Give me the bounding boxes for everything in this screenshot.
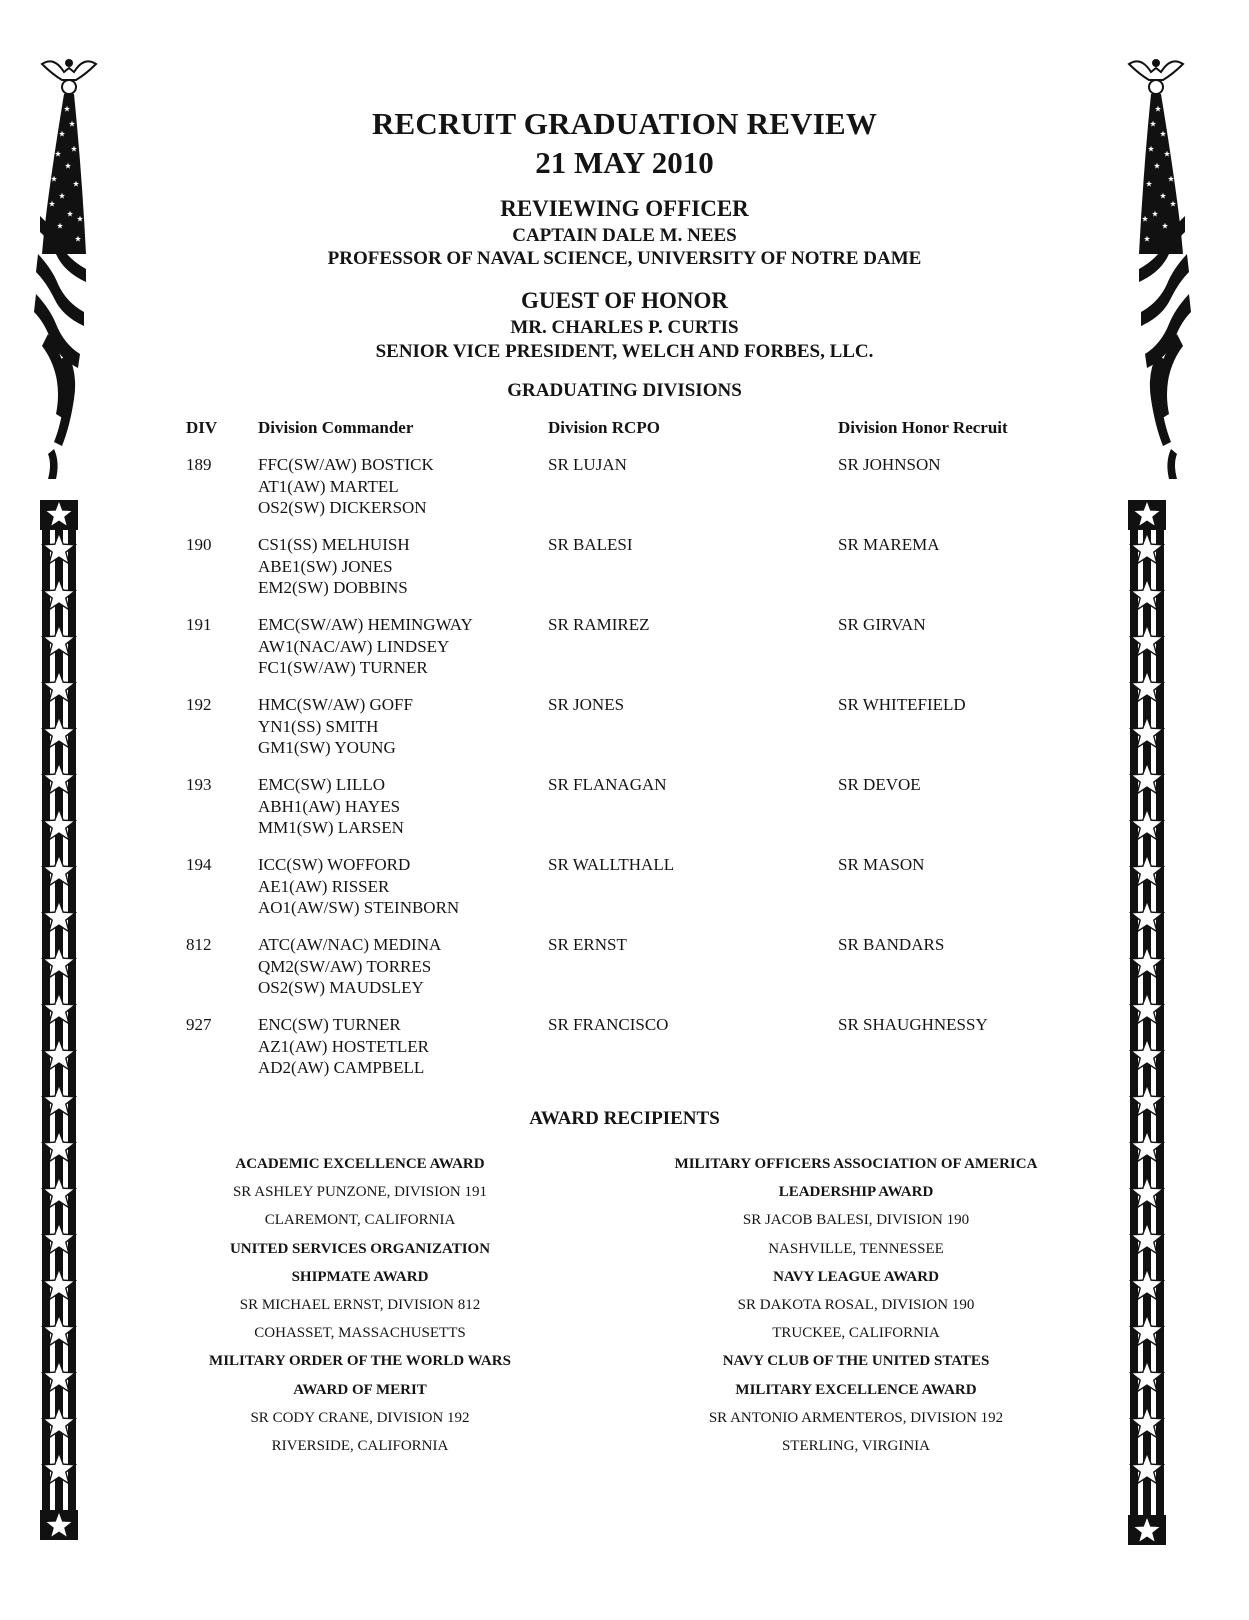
commander-name: AE1(AW) RISSER [258, 876, 390, 896]
award-line: NASHVILLE, TENNESSEE [768, 1240, 944, 1257]
commander-name: EM2(SW) DOBBINS [258, 578, 408, 598]
award-line: NAVY CLUB OF THE UNITED STATES [722, 1353, 990, 1370]
division-honor-recruit: SR DEVOE [838, 775, 921, 794]
divisions-table [0, 454, 1249, 1094]
division-honor-recruit: SR WHITEFIELD [838, 695, 966, 714]
division-rcpo: SR ERNST [548, 935, 627, 954]
award-line: COHASSET, MASSACHUSETTS [254, 1325, 466, 1342]
finial-ball-icon [62, 80, 76, 94]
award-recipients-heading: AWARD RECIPIENTS [529, 1108, 720, 1129]
commander-name: AT1(AW) MARTEL [258, 476, 399, 496]
commander-name: GM1(SW) YOUNG [258, 738, 396, 758]
division-commanders [258, 934, 441, 999]
commander-name: CS1(SS) MELHUISH [258, 535, 410, 554]
division-rcpo: SR JONES [548, 695, 625, 714]
commander-name: FFC(SW/AW) BOSTICK [258, 455, 434, 474]
division-rcpo: SR FLANAGAN [548, 775, 667, 794]
division-row [0, 694, 1249, 774]
commander-name: QM2(SW/AW) TORRES [258, 956, 432, 976]
document-title: RECRUIT GRADUATION REVIEW [371, 106, 878, 141]
division-number: 192 [186, 695, 212, 714]
division-row [0, 854, 1249, 934]
commander-name: EMC(SW/AW) HEMINGWAY [258, 615, 473, 634]
award-line: ACADEMIC EXCELLENCE AWARD [235, 1156, 485, 1172]
division-number: 193 [186, 775, 212, 794]
division-row [0, 1014, 1249, 1094]
award-line: RIVERSIDE, CALIFORNIA [271, 1437, 449, 1454]
division-commanders [258, 854, 459, 919]
division-number: 927 [186, 1015, 212, 1034]
award-line: SR DAKOTA ROSAL, DIVISION 190 [737, 1296, 975, 1313]
award-line: SR ANTONIO ARMENTEROS, DIVISION 192 [708, 1409, 1004, 1426]
eagle-head-icon [1152, 59, 1160, 67]
guest-of-honor-name: MR. CHARLES P. CURTIS [510, 317, 739, 338]
document-date: 21 MAY 2010 [535, 145, 714, 180]
division-row [0, 774, 1249, 854]
division-row [0, 454, 1249, 534]
award-line: SR CODY CRANE, DIVISION 192 [250, 1409, 470, 1426]
division-commanders [258, 694, 413, 759]
division-honor-recruit: SR JOHNSON [838, 455, 941, 474]
award-line: CLAREMONT, CALIFORNIA [264, 1212, 456, 1229]
division-honor-recruit: SR MAREMA [838, 535, 940, 554]
commander-name: ABH1(AW) HAYES [258, 796, 401, 816]
division-commanders [258, 774, 404, 839]
division-commanders [258, 614, 473, 679]
division-row [0, 614, 1249, 694]
commander-name: YN1(SS) SMITH [258, 716, 379, 736]
commander-name: ICC(SW) WOFFORD [258, 855, 411, 874]
division-number: 191 [186, 615, 212, 634]
division-rcpo: SR RAMIREZ [548, 615, 650, 634]
award-line: LEADERSHIP AWARD [778, 1184, 934, 1201]
award-line: MILITARY EXCELLENCE AWARD [735, 1381, 977, 1398]
division-rcpo: SR LUJAN [548, 455, 627, 474]
awards-right-column [616, 1153, 1096, 1463]
award-line: MILITARY OFFICERS ASSOCIATION OF AMERICA [674, 1156, 1038, 1172]
eagle-head-icon [65, 59, 73, 67]
column-header-honor-recruit: Division Honor Recruit [838, 418, 1008, 437]
awards-left-column [120, 1153, 600, 1463]
guest-of-honor-heading: GUEST OF HONOR [520, 288, 729, 313]
reviewing-officer-name: CAPTAIN DALE M. NEES [512, 225, 737, 246]
commander-name: MM1(SW) LARSEN [258, 818, 404, 838]
award-line: SR MICHAEL ERNST, DIVISION 812 [239, 1296, 481, 1313]
award-line: MILITARY ORDER OF THE WORLD WARS [209, 1353, 511, 1370]
award-line: TRUCKEE, CALIFORNIA [772, 1325, 940, 1342]
division-number: 812 [186, 935, 212, 954]
commander-name: FC1(SW/AW) TURNER [258, 658, 428, 678]
division-honor-recruit: SR SHAUGHNESSY [838, 1015, 988, 1034]
commander-name: HMC(SW/AW) GOFF [258, 695, 413, 714]
commander-name: AO1(AW/SW) STEINBORN [258, 898, 460, 918]
award-line: NAVY LEAGUE AWARD [773, 1268, 939, 1285]
division-rcpo: SR FRANCISCO [548, 1015, 669, 1034]
reviewing-officer-heading: REVIEWING OFFICER [500, 196, 749, 221]
division-honor-recruit: SR BANDARS [838, 935, 945, 954]
column-header-division-rcpo: Division RCPO [548, 418, 660, 437]
guest-of-honor-title: SENIOR VICE PRESIDENT, WELCH AND FORBES, LLC. [375, 341, 874, 362]
award-line: SHIPMATE AWARD [291, 1268, 429, 1285]
division-row [0, 934, 1249, 1014]
finial-ball-icon [1149, 80, 1163, 94]
division-honor-recruit: SR GIRVAN [838, 615, 926, 634]
division-honor-recruit: SR MASON [838, 855, 925, 874]
award-line: SR JACOB BALESI, DIVISION 190 [742, 1212, 970, 1229]
award-line: AWARD OF MERIT [293, 1381, 427, 1398]
commander-name: AZ1(AW) HOSTETLER [258, 1036, 429, 1056]
division-rcpo: SR WALLTHALL [548, 855, 675, 874]
column-header-division-commander: Division Commander [258, 418, 414, 437]
commander-name: ATC(AW/NAC) MEDINA [258, 935, 442, 954]
commander-name: OS2(SW) DICKERSON [258, 498, 427, 518]
division-commanders [258, 1014, 429, 1079]
division-number: 189 [186, 455, 212, 474]
division-commanders [258, 534, 410, 599]
reviewing-officer-title: PROFESSOR OF NAVAL SCIENCE, UNIVERSITY OF NOTRE DAME [327, 248, 922, 269]
division-number: 194 [186, 855, 212, 874]
commander-name: EMC(SW) LILLO [258, 775, 386, 794]
division-row [0, 534, 1249, 614]
award-line: UNITED SERVICES ORGANIZATION [229, 1240, 491, 1257]
award-line: SR ASHLEY PUNZONE, DIVISION 191 [232, 1184, 488, 1201]
division-number: 190 [186, 535, 212, 554]
commander-name: ABE1(SW) JONES [258, 556, 393, 576]
division-rcpo: SR BALESI [548, 535, 633, 554]
commander-name: AW1(NAC/AW) LINDSEY [258, 636, 450, 656]
graduating-divisions-heading: GRADUATING DIVISIONS [507, 380, 742, 401]
commander-name: AD2(AW) CAMPBELL [258, 1058, 425, 1078]
award-line: STERLING, VIRGINIA [781, 1437, 931, 1454]
commander-name: ENC(SW) TURNER [258, 1015, 401, 1034]
commander-name: OS2(SW) MAUDSLEY [258, 978, 424, 998]
division-commanders [258, 454, 434, 519]
column-header-div: DIV [186, 418, 218, 437]
